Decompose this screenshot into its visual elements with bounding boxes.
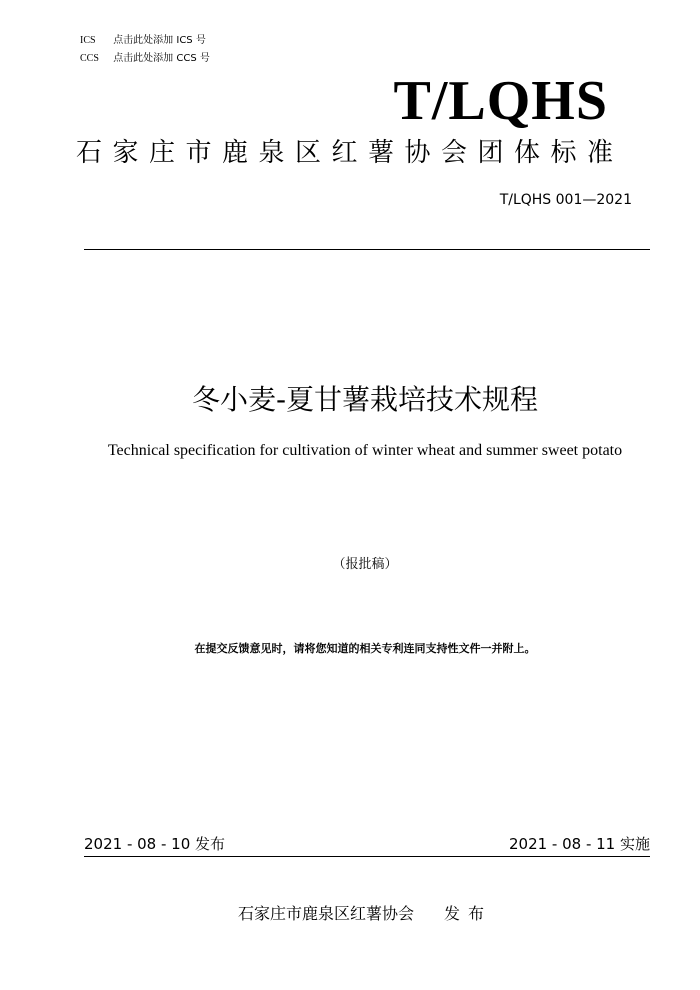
standard-number: T/LQHS 001—2021 [499, 192, 632, 208]
draft-stage: （报批稿） [332, 557, 398, 572]
ccs-label: CCS [80, 53, 99, 64]
issuer-line [0, 904, 700, 924]
ccs-placeholder[interactable]: 点击此处添加 CCS 号 [113, 53, 210, 64]
release-date: 2021 - 08 - 10 发布 [84, 835, 226, 853]
ccs-line [80, 52, 210, 66]
ics-label: ICS [80, 35, 96, 46]
standard-logo: T/LQHS [393, 70, 608, 132]
document-title-cn: 冬小麦-夏甘薯栽培技术规程 [191, 383, 539, 416]
top-divider [84, 249, 650, 250]
bottom-divider [84, 856, 650, 857]
document-title-en: Technical specification for cultivation of winter wheat and summer sweet potato [107, 442, 623, 459]
organization-title: 石家庄市鹿泉区红薯协会团体标准 [76, 138, 624, 168]
implementation-date: 2021 - 08 - 11 实施 [508, 835, 650, 853]
issuer-name: 石家庄市鹿泉区红薯协会 [237, 904, 414, 923]
ics-placeholder[interactable]: 点击此处添加 ICS 号 [113, 35, 206, 46]
ics-line [80, 34, 206, 48]
patent-notice: 在提交反馈意见时，请将您知道的相关专利连同支持性文件一并附上。 [194, 642, 536, 655]
issuer-action: 发布 [444, 904, 493, 923]
